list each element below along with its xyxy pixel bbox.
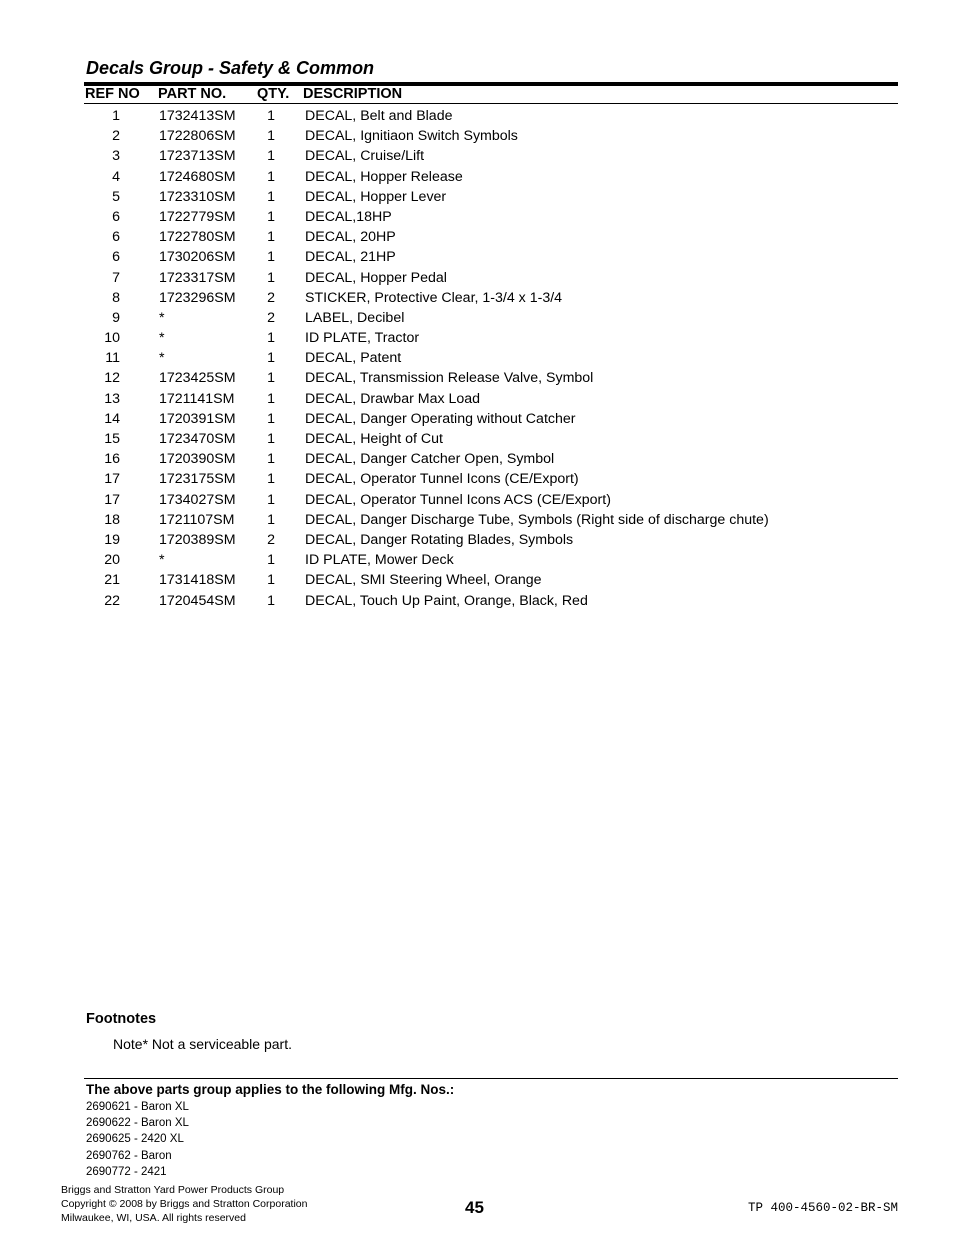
table-row [84,389,898,409]
qty-cell: 1 [267,370,275,387]
qty-cell: 1 [267,269,275,286]
description-cell: STICKER, Protective Clear, 1-3/4 x 1-3/4 [305,289,563,306]
qty-cell: 1 [267,552,275,569]
part-no-cell: 1723296SM [159,289,236,306]
table-row [84,227,898,247]
company-info [61,1183,307,1225]
table-row [84,530,898,550]
description-cell: DECAL, Danger Rotating Blades, Symbols [305,531,574,548]
ref-no-cell: 3 [112,148,120,165]
parts-table [84,106,898,611]
description-cell: DECAL, Ignitiaon Switch Symbols [305,128,518,145]
qty-cell: 1 [267,208,275,225]
qty-cell: 1 [267,128,275,145]
part-no-cell: 1732413SM [159,108,236,124]
header-divider [84,103,898,104]
copyright-line: Copyright © 2008 by Briggs and Stratton Corporation [61,1198,308,1210]
ref-no-cell: 10 [104,330,120,347]
qty-cell: 1 [267,572,275,589]
header-description: DESCRIPTION [303,86,403,102]
table-row [84,429,898,449]
part-no-cell: * [159,309,165,326]
header-qty: QTY. [257,86,290,102]
part-no-cell: 1721141SM [159,390,235,407]
table-header [84,86,898,103]
table-row [84,328,898,348]
table-row [84,288,898,308]
part-no-cell: 1723425SM [159,370,236,387]
mfg-item: 2690772 - 2421 [86,1165,167,1178]
table-row [84,570,898,590]
table-row [84,308,898,328]
description-cell: DECAL,18HP [305,208,392,225]
table-row [84,167,898,187]
qty-cell: 1 [267,451,275,468]
ref-no-cell: 4 [112,168,120,185]
part-no-cell: 1720389SM [159,531,236,548]
mfg-list [86,1099,189,1180]
qty-cell: 1 [267,350,275,367]
qty-cell: 1 [267,410,275,427]
table-row [84,187,898,207]
table-row [84,268,898,288]
description-cell: DECAL, Danger Catcher Open, Symbol [305,451,555,468]
qty-cell: 1 [267,168,275,185]
part-no-cell: * [159,330,165,347]
part-no-cell: 1723470SM [159,431,236,447]
table-row [84,510,898,530]
table-row [84,106,898,126]
company-line: Briggs and Stratton Yard Power Products Group [61,1184,285,1196]
description-cell: DECAL, Operator Tunnel Icons ACS (CE/Export) [305,491,611,508]
ref-no-cell: 13 [104,390,120,407]
page-title: Decals Group - Safety & Common [86,58,375,78]
description-cell: DECAL, Patent [305,350,402,367]
description-cell: DECAL, SMI Steering Wheel, Orange [305,572,542,589]
qty-cell: 1 [267,249,275,266]
table-row [84,348,898,368]
description-cell: DECAL, Danger Operating without Catcher [305,410,576,427]
description-cell: DECAL, Hopper Release [305,168,463,185]
ref-no-cell: 9 [112,309,120,326]
table-row [84,469,898,489]
mfg-item: 2690625 - 2420 XL [86,1133,184,1146]
ref-no-cell: 1 [112,108,120,124]
footnote-text: Note* Not a serviceable part. [113,1036,292,1052]
ref-no-cell: 17 [104,471,120,488]
part-no-cell: 1722780SM [159,229,236,246]
table-row [84,126,898,146]
table-row [84,409,898,429]
qty-cell: 2 [267,289,275,306]
table-row [84,247,898,267]
qty-cell: 1 [267,431,275,447]
part-no-cell: 1723175SM [159,471,236,488]
part-no-cell: 1722806SM [159,128,236,145]
ref-no-cell: 14 [104,410,120,427]
table-row [84,550,898,570]
part-no-cell: 1723317SM [159,269,236,286]
ref-no-cell: 21 [104,572,120,589]
part-no-cell: 1734027SM [159,491,236,508]
description-cell: DECAL, Belt and Blade [305,108,453,124]
ref-no-cell: 22 [104,592,120,609]
description-cell: DECAL, Touch Up Paint, Orange, Black, Red [305,592,588,609]
ref-no-cell: 16 [104,451,120,468]
ref-no-cell: 8 [112,289,120,306]
qty-cell: 1 [267,471,275,488]
ref-no-cell: 7 [112,269,120,286]
part-no-cell: 1720391SM [159,410,236,427]
footnotes-title: Footnotes [86,1011,157,1027]
description-cell: DECAL, 21HP [305,249,396,266]
header-ref-no: REF NO [85,86,140,102]
description-cell: ID PLATE, Mower Deck [305,552,454,569]
qty-cell: 1 [267,592,275,609]
qty-cell: 1 [267,229,275,246]
qty-cell: 1 [267,511,275,528]
description-cell: DECAL, Transmission Release Valve, Symbol [305,370,594,387]
ref-no-cell: 11 [105,350,120,367]
qty-cell: 1 [267,108,275,124]
qty-cell: 1 [267,148,275,165]
table-row [84,368,898,388]
table-row [84,490,898,510]
part-no-cell: 1723310SM [159,188,236,205]
ref-no-cell: 5 [112,188,120,205]
table-row [84,591,898,611]
description-cell: DECAL, Hopper Lever [305,188,447,205]
description-cell: LABEL, Decibel [305,309,405,326]
mfg-title: The above parts group applies to the following Mfg. Nos.: [86,1082,455,1097]
ref-no-cell: 17 [104,491,120,508]
part-no-cell: 1720390SM [159,451,236,468]
table-row [84,207,898,227]
part-no-cell: 1724680SM [159,168,236,185]
qty-cell: 1 [267,390,275,407]
header-part-no: PART NO. [158,86,227,102]
part-no-cell: 1720454SM [159,592,236,609]
mfg-item: 2690762 - Baron [86,1149,172,1162]
part-no-cell: * [159,552,165,569]
ref-no-cell: 15 [104,431,120,447]
part-no-cell: 1731418SM [159,572,236,589]
ref-no-cell: 6 [112,229,120,246]
rights-line: Milwaukee, WI, USA. All rights reserved [61,1212,246,1224]
description-cell: DECAL, Drawbar Max Load [305,390,481,407]
description-cell: DECAL, 20HP [305,229,396,246]
table-row [84,449,898,469]
description-cell: DECAL, Hopper Pedal [305,269,447,286]
page-number: 45 [465,1198,484,1217]
part-no-cell: 1730206SM [159,249,236,266]
ref-no-cell: 20 [104,552,120,569]
ref-no-cell: 6 [112,249,120,266]
description-cell: DECAL, Operator Tunnel Icons (CE/Export) [305,471,579,488]
document-code: TP 400-4560-02-BR-SM [747,1201,898,1215]
ref-no-cell: 6 [112,208,120,225]
table-row [84,146,898,166]
qty-cell: 1 [267,188,275,205]
part-no-cell: 1723713SM [159,148,236,165]
qty-cell: 2 [267,531,275,548]
ref-no-cell: 2 [112,128,120,145]
part-no-cell: 1721107SM [159,511,235,528]
qty-cell: 1 [267,491,275,508]
part-no-cell: * [159,350,165,367]
description-cell: DECAL, Danger Discharge Tube, Symbols (Right side of discharge chute) [305,511,769,528]
part-no-cell: 1722779SM [159,208,236,225]
qty-cell: 1 [267,330,275,347]
mfg-item: 2690622 - Baron XL [86,1117,189,1130]
description-cell: ID PLATE, Tractor [305,330,420,347]
qty-cell: 2 [267,309,275,326]
ref-no-cell: 18 [104,511,120,528]
description-cell: DECAL, Height of Cut [305,431,443,447]
mfg-item: 2690621 - Baron XL [86,1101,189,1113]
ref-no-cell: 12 [104,370,120,387]
mfg-divider [84,1078,898,1079]
ref-no-cell: 19 [104,531,120,548]
description-cell: DECAL, Cruise/Lift [305,148,425,165]
